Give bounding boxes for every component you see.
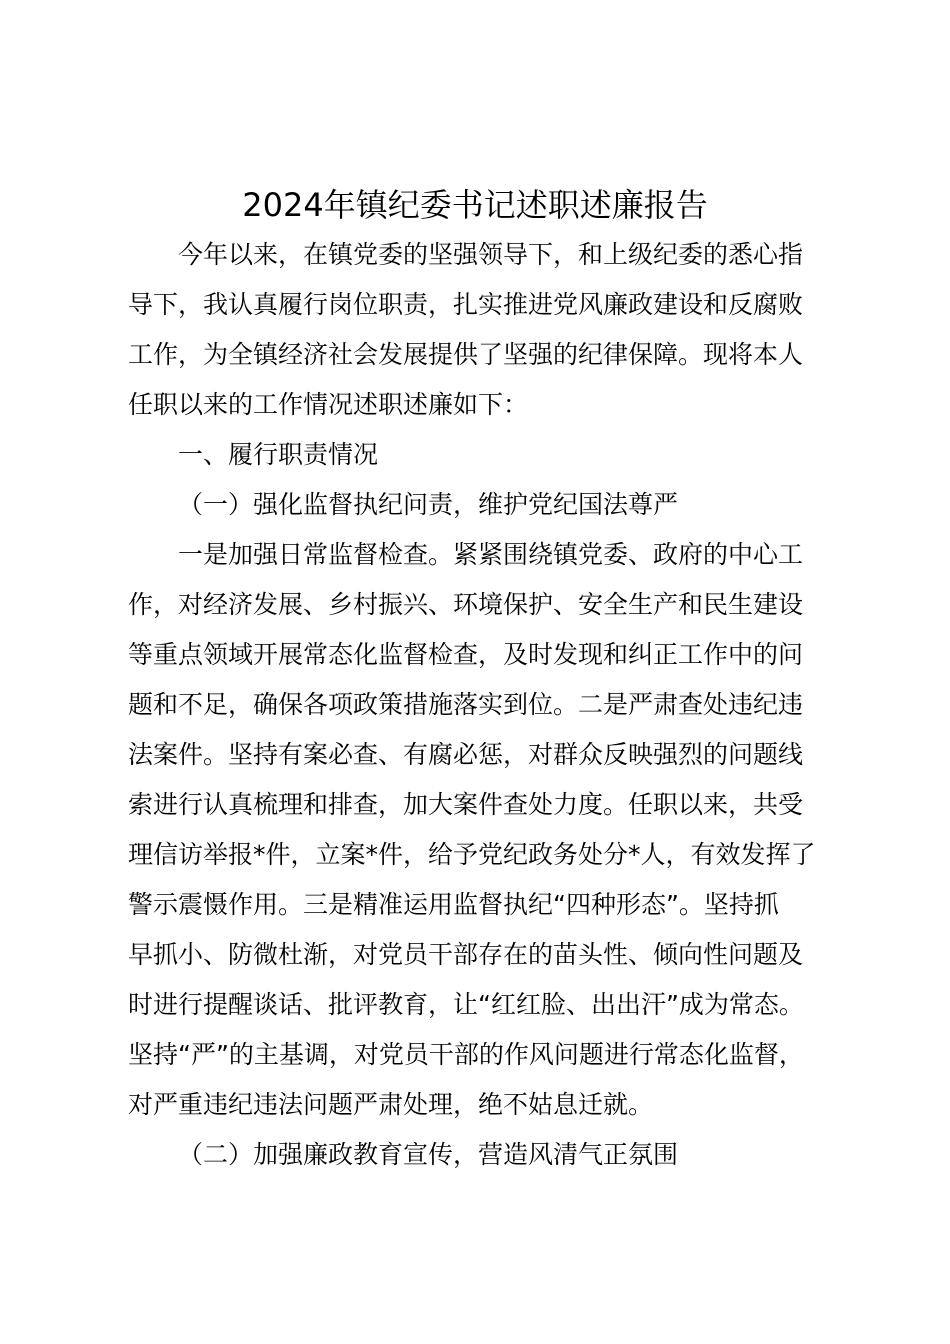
subsection-heading: （二）加强廉政教育宣传，营造风清气正氛围 — [178, 1140, 679, 1169]
document-title: 2024年镇纪委书记述职述廉报告 — [242, 186, 708, 224]
paragraph-line: 工作，为全镇经济社会发展提供了坚强的纪律保障。现将本人 — [128, 340, 804, 369]
paragraph-line: 等重点领域开展常态化监督检查，及时发现和纠正工作中的问 — [128, 640, 804, 669]
paragraph-line: 今年以来，在镇党委的坚强领导下，和上级纪委的悉心指 — [178, 240, 804, 269]
subsection-heading: （一）强化监督执纪问责，维护党纪国法尊严 — [178, 490, 679, 519]
paragraph-line: 任职以来的工作情况述职述廉如下： — [128, 390, 529, 419]
paragraph-line: 法案件。坚持有案必查、有腐必惩，对群众反映强烈的问题线 — [128, 740, 804, 769]
paragraph-line: 早抓小、防微杜渐，对党员干部存在的苗头性、倾向性问题及 — [128, 940, 804, 969]
paragraph-line: 作，对经济发展、乡村振兴、环境保护、安全生产和民生建设 — [128, 590, 804, 619]
paragraph-line: 坚持“严”的主基调，对党员干部的作风问题进行常态化监督， — [128, 1040, 804, 1069]
paragraph-line: 警示震慑作用。三是精准运用监督执纪“四种形态”。坚持抓 — [128, 890, 779, 919]
paragraph-line: 一是加强日常监督检查。紧紧围绕镇党委、政府的中心工 — [178, 540, 804, 569]
paragraph-line: 题和不足，确保各项政策措施落实到位。二是严肃查处违纪违 — [128, 690, 804, 719]
paragraph-line: 时进行提醒谈话、批评教育，让“红红脸、出出汗”成为常态。 — [128, 990, 804, 1019]
paragraph-line: 索进行认真梳理和排查，加大案件查处力度。任职以来，共受 — [128, 790, 804, 819]
paragraph-line: 导下，我认真履行岗位职责，扎实推进党风廉政建设和反腐败 — [128, 290, 804, 319]
section-heading: 一、履行职责情况 — [178, 440, 379, 469]
paragraph-line: 对严重违纪违法问题严肃处理，绝不姑息迁就。 — [128, 1090, 654, 1119]
paragraph-line: 理信访举报*件，立案*件，给予党纪政务处分*人，有效发挥了 — [128, 840, 816, 869]
